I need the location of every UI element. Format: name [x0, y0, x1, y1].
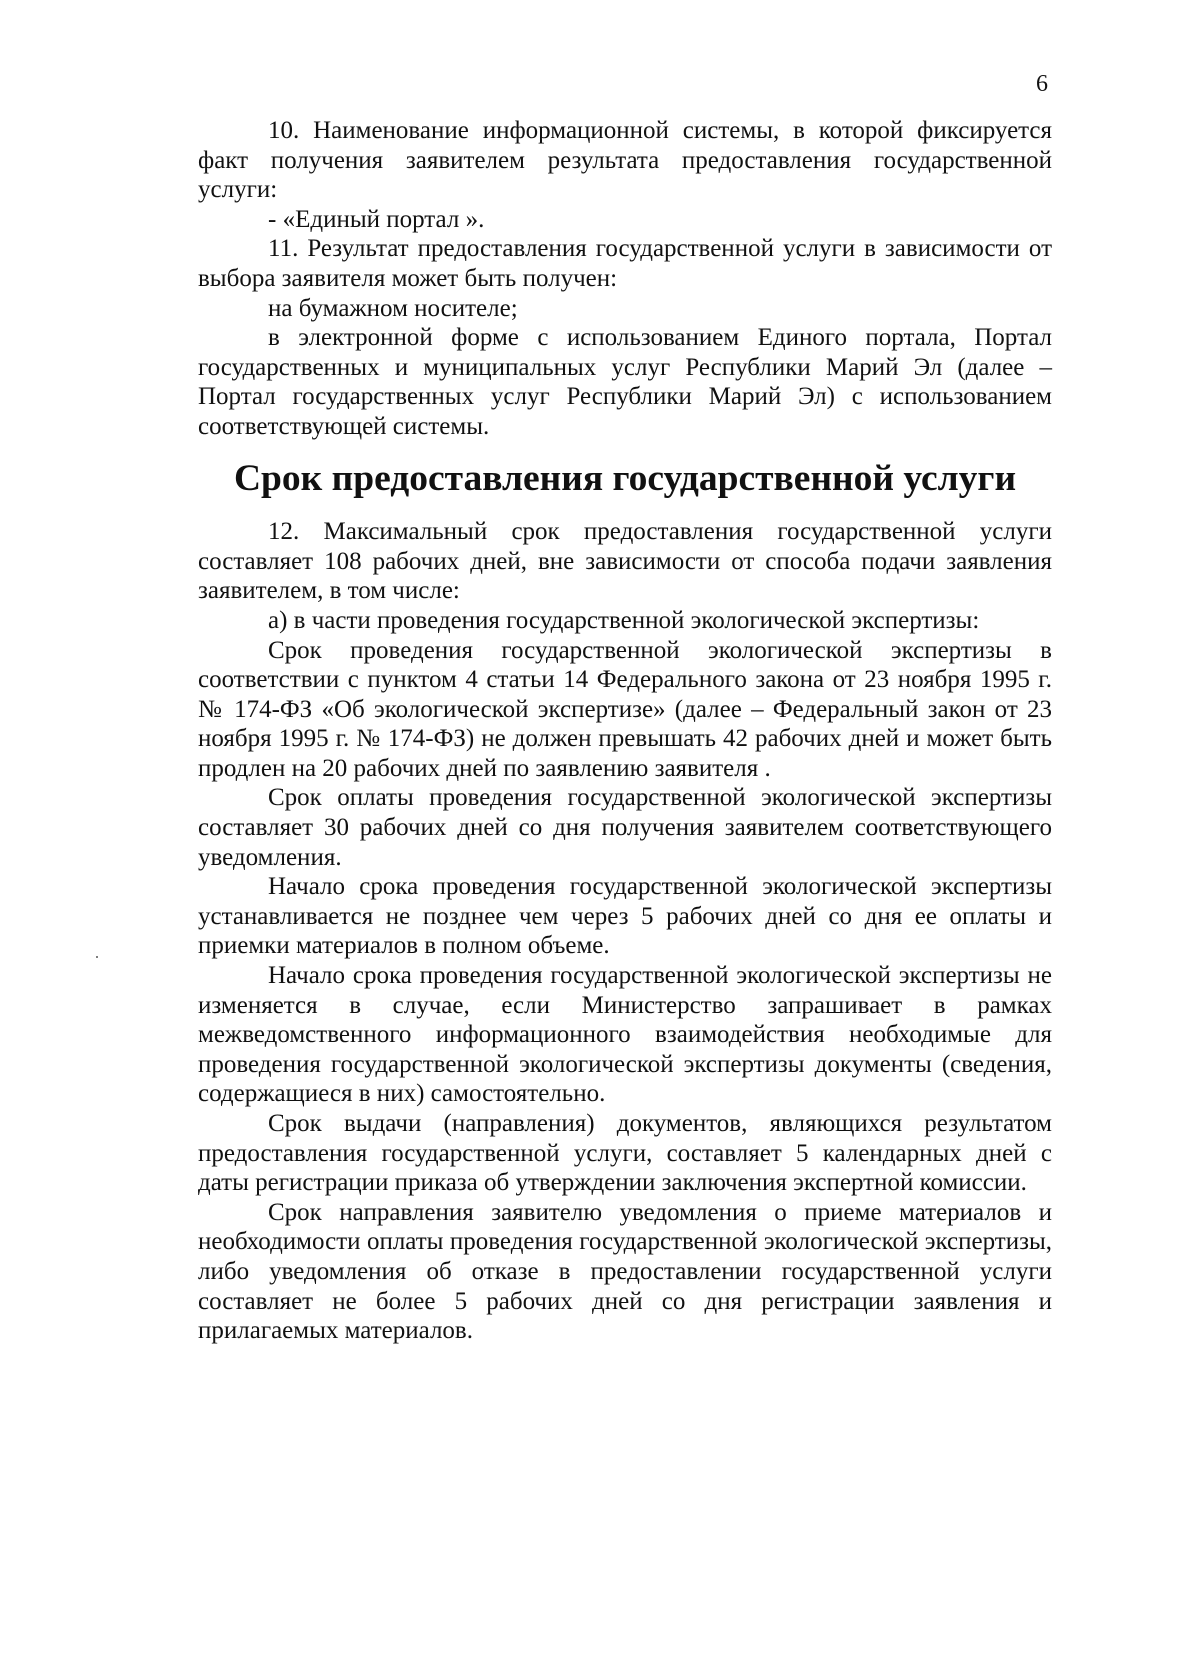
paragraph-review-start: Начало срока проведения государственной экологической экспертизы устанавливается не позднее чем через 5 рабочих дней со дня ее оплаты и приемки материалов в полном объеме. [198, 873, 1052, 960]
section-heading: Срок предоставления государственной услуги [233, 457, 1017, 499]
page-number: 6 [1036, 71, 1048, 97]
paragraph-12-a: а) в части проведения государственной экологической экспертизы: [268, 606, 980, 634]
paragraph-single-portal: - «Единый портал ». [268, 205, 485, 233]
paragraph-paper-medium: на бумажном носителе; [268, 294, 518, 322]
paragraph-review-term: Срок проведения государственной экологической экспертизы в соответствии с пунктом 4 статьи 14 Федерального закона от 23 ноября 1995 г. № 174-ФЗ «Об экологической экспертизе» (далее – Федеральный закон от 23 ноября 1995 г. № 174-ФЗ) не должен превышать 42 рабочих дней и может быть продлен на 20 рабочих дней по заявлению заявителя . [198, 636, 1052, 782]
paragraph-review-start-unchanged: Начало срока проведения государственной экологической экспертизы не изменяется в случае, если Министерство запрашивает в рамках межведомственного информационного взаимодействия необходимые для проведения государственной экологической экспертизы документы (сведения, содержащиеся в них) самостоятельно. [198, 962, 1052, 1108]
paragraph-11: 11. Результат предоставления государственной услуги в зависимости от выбора заявителя может быть получен: [198, 235, 1052, 292]
paragraph-notification-term: Срок направления заявителю уведомления о приеме материалов и необходимости оплаты проведения государственной экологической экспертизы, либо уведомления об отказе в предоставлении государственной услуги составляет не более 5 рабочих дней со дня регистрации заявления и прилагаемых материалов. [198, 1198, 1052, 1345]
scan-speck [96, 956, 98, 958]
paragraph-payment-term: Срок оплаты проведения государственной экологической экспертизы составляет 30 рабочих дней со дня получения заявителем соответствующего уведомления. [198, 784, 1052, 871]
paragraph-12: 12. Максимальный срок предоставления государственной услуги составляет 108 рабочих дней, вне зависимости от способа подачи заявления заявителем, в том числе: [198, 518, 1052, 605]
document-body [198, 116, 1052, 1346]
paragraph-issue-term: Срок выдачи (направления) документов, являющихся результатом предоставления государственной услуги, составляет 5 календарных дней с даты регистрации приказа об утверждении заключения экспертной комиссии. [198, 1110, 1052, 1197]
paragraph-electronic-form: в электронной форме с использованием Единого портала, Портал государственных и муниципальных услуг Республики Марий Эл (далее – Портал государственных услуг Республики Марий Эл) с использованием соответствующей системы. [198, 324, 1052, 440]
paragraph-10: 10. Наименование информационной системы, в которой фиксируется факт получения заявителем результата предоставления государственной услуги: [198, 117, 1052, 204]
